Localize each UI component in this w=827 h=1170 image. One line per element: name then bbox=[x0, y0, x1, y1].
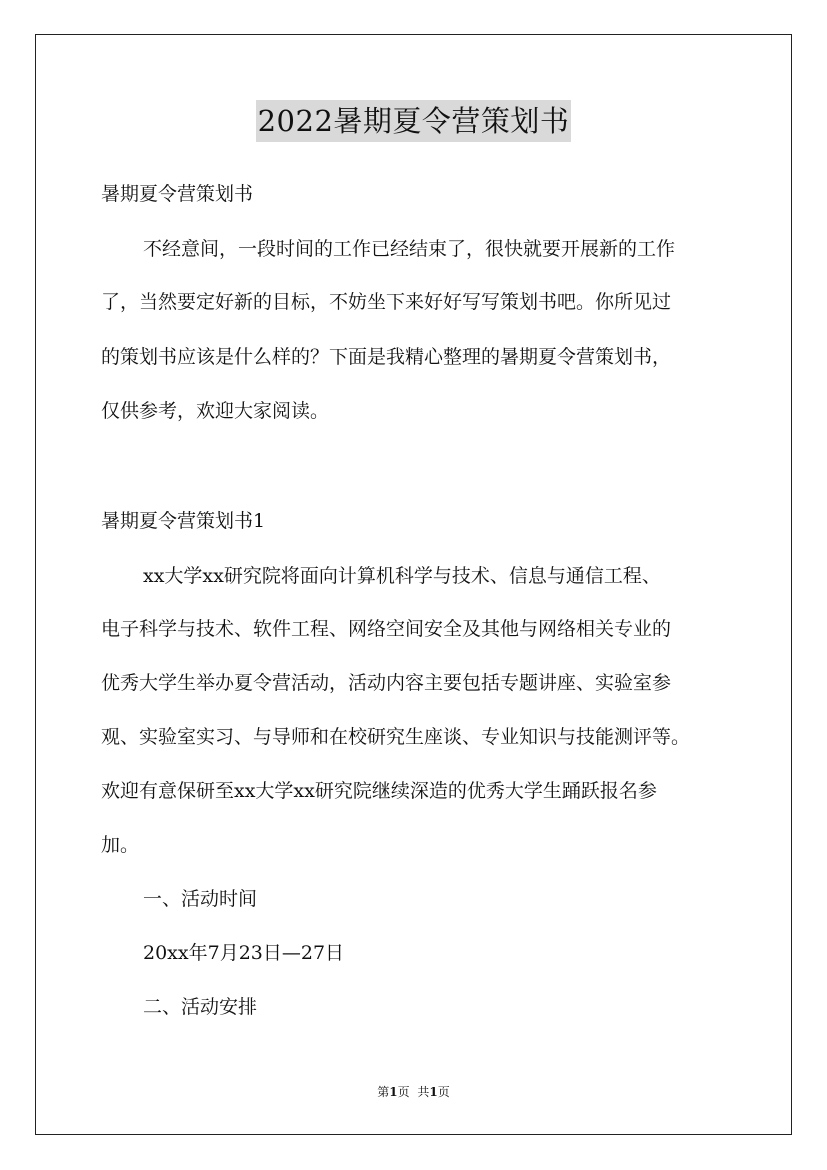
item-heading: 二、活动安排 bbox=[143, 996, 258, 1018]
title-container bbox=[0, 100, 827, 142]
body-line: 欢迎有意保研至xx大学xx研究院继续深造的优秀大学生踊跃报名参 bbox=[101, 780, 657, 802]
body-line: 加。 bbox=[101, 834, 140, 856]
footer-total-prefix: 共 bbox=[417, 1085, 430, 1099]
intro-line: 的策划书应该是什么样的？下面是我精心整理的暑期夏令营策划书， bbox=[101, 346, 672, 368]
body-line: 优秀大学生举办夏令营活动，活动内容主要包括专题讲座、实验室参 bbox=[101, 672, 672, 694]
footer-page-number: 1 bbox=[389, 1085, 398, 1099]
intro-line: 了，当然要定好新的目标，不妨坐下来好好写写策划书吧。你所见过 bbox=[101, 291, 672, 313]
intro-line: 仅供参考，欢迎大家阅读。 bbox=[101, 400, 330, 422]
footer-page-suffix: 页 bbox=[397, 1085, 410, 1099]
page-footer bbox=[0, 1084, 827, 1100]
body-line: xx大学xx研究院将面向计算机科学与技术、信息与通信工程、 bbox=[143, 565, 661, 587]
body-line: 电子科学与技术、软件工程、网络空间安全及其他与网络相关专业的 bbox=[101, 618, 672, 640]
footer-total-suffix: 页 bbox=[437, 1085, 450, 1099]
footer-page-prefix: 第 bbox=[377, 1085, 390, 1099]
subtitle: 暑期夏令营策划书 bbox=[101, 183, 254, 205]
item-date: 20xx年7月23日—27日 bbox=[143, 942, 345, 964]
body-line: 观、实验室实习、与导师和在校研究生座谈、专业知识与技能测评等。 bbox=[101, 726, 691, 748]
footer-total-number: 1 bbox=[429, 1085, 438, 1099]
section-title: 暑期夏令营策划书1 bbox=[101, 510, 266, 532]
item-heading: 一、活动时间 bbox=[143, 888, 258, 910]
intro-line: 不经意间，一段时间的工作已经结束了，很快就要开展新的工作 bbox=[143, 238, 676, 260]
document-title: 2022暑期夏令营策划书 bbox=[256, 100, 572, 142]
